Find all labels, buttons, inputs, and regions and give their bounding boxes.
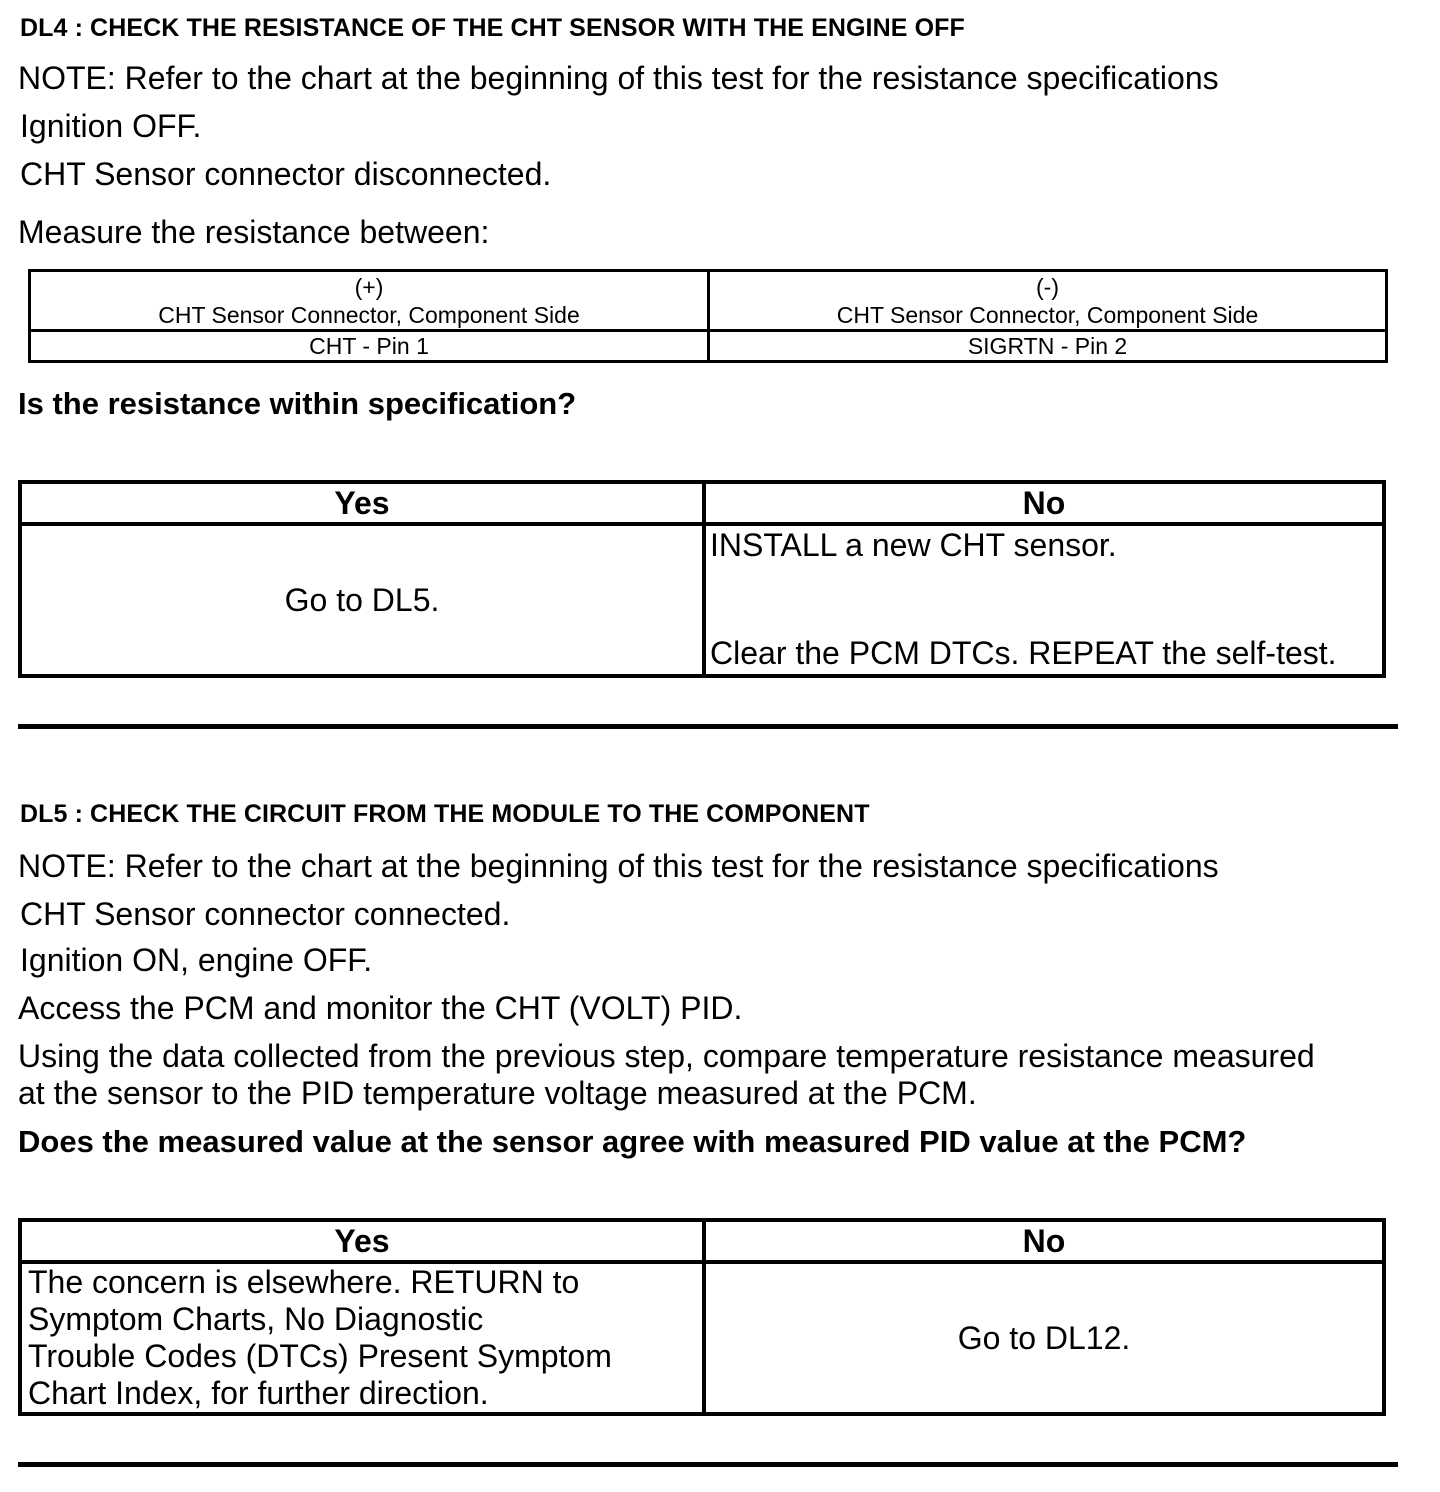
dl4-measure-table bbox=[28, 269, 1388, 363]
section-divider-2 bbox=[18, 1462, 1398, 1467]
dl5-question: Does the measured value at the sensor agree with measured PID value at the PCM? bbox=[18, 1124, 1247, 1159]
dl5-no-cell bbox=[704, 1262, 1384, 1414]
measure-plus-header bbox=[30, 271, 709, 331]
dl5-step-connector: CHT Sensor connector connected. bbox=[20, 896, 511, 932]
measure-plus-sign: (+) bbox=[354, 273, 384, 300]
dl4-yes-text: Go to DL5. bbox=[284, 581, 440, 618]
dl4-answer-row bbox=[20, 524, 1384, 676]
dl4-step-connector: CHT Sensor connector disconnected. bbox=[20, 156, 552, 192]
dl5-compare-line-2: at the sensor to the PID temperature voltage measured at the PCM. bbox=[18, 1075, 977, 1111]
dl4-no-cell bbox=[704, 524, 1384, 676]
dl5-no-text: Go to DL12. bbox=[957, 1319, 1131, 1356]
dl5-compare-line-1: Using the data collected from the previous step, compare temperature resistance measured bbox=[18, 1038, 1315, 1074]
dl5-yes-header: Yes bbox=[20, 1220, 704, 1262]
dl4-yes-header: Yes bbox=[20, 482, 704, 524]
measure-plus-value: CHT - Pin 1 bbox=[30, 331, 709, 362]
measure-minus-sign: (-) bbox=[1036, 273, 1059, 300]
dl4-no-text-clear: Clear the PCM DTCs. REPEAT the self-test. bbox=[710, 635, 1337, 671]
dl4-note: NOTE: Refer to the chart at the beginning of this test for the resistance specifications bbox=[18, 60, 1219, 96]
dl5-no-header: No bbox=[704, 1220, 1384, 1262]
dl4-answer-table bbox=[18, 480, 1386, 678]
dl4-yes-cell bbox=[20, 524, 704, 676]
dl5-answer-table bbox=[18, 1218, 1386, 1416]
dl5-answer-row bbox=[20, 1262, 1384, 1414]
dl4-question: Is the resistance within specification? bbox=[18, 386, 577, 421]
dl4-answer-header-row bbox=[20, 482, 1384, 524]
measure-minus-label: CHT Sensor Connector, Component Side bbox=[836, 301, 1259, 328]
dl4-no-text-install: INSTALL a new CHT sensor. bbox=[710, 527, 1117, 563]
dl5-yes-cell bbox=[20, 1262, 704, 1414]
dl5-yes-line-3: Trouble Codes (DTCs) Present Symptom bbox=[28, 1338, 612, 1374]
dl4-heading: DL4 : CHECK THE RESISTANCE OF THE CHT SENSOR WITH THE ENGINE OFF bbox=[20, 14, 965, 42]
dl5-note: NOTE: Refer to the chart at the beginning of this test for the resistance specifications bbox=[18, 848, 1219, 884]
measure-header-row bbox=[30, 271, 1387, 331]
dl5-yes-line-2: Symptom Charts, No Diagnostic bbox=[28, 1301, 484, 1337]
dl4-measure-label: Measure the resistance between: bbox=[18, 214, 490, 250]
dl5-answer-header-row bbox=[20, 1220, 1384, 1262]
dl5-yes-line-1: The concern is elsewhere. RETURN to bbox=[28, 1264, 580, 1300]
measure-minus-header bbox=[709, 271, 1387, 331]
measure-value-row bbox=[30, 331, 1387, 362]
section-divider-1 bbox=[18, 724, 1398, 729]
dl5-step-access: Access the PCM and monitor the CHT (VOLT) PID. bbox=[18, 990, 743, 1026]
dl4-step-ignition: Ignition OFF. bbox=[20, 108, 202, 144]
dl5-step-ignition: Ignition ON, engine OFF. bbox=[20, 942, 373, 978]
dl4-no-header: No bbox=[704, 482, 1384, 524]
dl5-heading: DL5 : CHECK THE CIRCUIT FROM THE MODULE TO THE COMPONENT bbox=[20, 800, 870, 828]
dl5-yes-line-4: Chart Index, for further direction. bbox=[28, 1375, 489, 1411]
measure-minus-value: SIGRTN - Pin 2 bbox=[709, 331, 1387, 362]
measure-plus-label: CHT Sensor Connector, Component Side bbox=[158, 301, 580, 328]
